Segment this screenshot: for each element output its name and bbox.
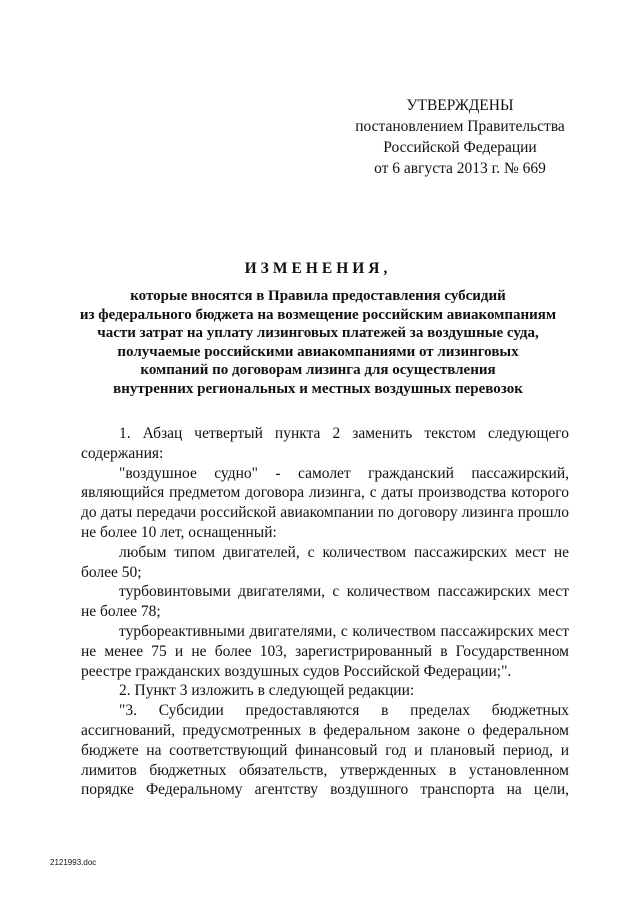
approval-block — [340, 95, 580, 179]
body-paragraph: 2. Пункт 3 изложить в следующей редакции: — [119, 682, 415, 700]
heading-subtitle-line: компаний по договорам лизинга для осуществления — [140, 362, 496, 378]
body-paragraph: "3. Субсидии предоставляются в пределах бюджетных ассигнований, предусмотренных в федеральном законе о федеральном бюджете на соответствующий финансовый год и плановый период, и лимитов бюджетных обязательств, утвержденных в установленном порядке Федеральному агентству воздушного транспорта на цели, — [81, 702, 569, 799]
heading-subtitle-line: получаемые российскими авиакомпаниями от лизинговых — [117, 343, 519, 360]
heading-subtitle-line: которые вносятся в Правила предоставления субсидий — [130, 288, 506, 304]
file-name-footer: 2121993.doc — [50, 858, 97, 867]
approval-line: постановлением Правительства — [355, 118, 565, 135]
document-body — [81, 424, 569, 800]
body-paragraph: "воздушное судно" - самолет гражданский пассажирский, являющийся предметом договора лизинга, с даты производства которого до даты передачи российской авиакомпании по договору лизинга прошло не более 10 лет, оснащенный: — [81, 464, 569, 541]
heading-title: ИЗМЕНЕНИЯ, — [244, 260, 392, 277]
approval-line: Российской Федерации — [383, 139, 537, 156]
body-paragraph: любым типом двигателей, с количеством пассажирских мест не более 50; — [81, 543, 569, 581]
body-paragraph: турбореактивными двигателями, с количеством пассажирских мест не менее 75 и не более 103, зарегистрированный в Государственном реестре гражданских воздушных судов Российской Федерации;". — [81, 622, 569, 680]
approval-title: УТВЕРЖДЕНЫ — [406, 97, 514, 114]
body-paragraph: турбовинтовыми двигателями, с количеством пассажирских мест не более 78; — [81, 583, 569, 621]
document-heading — [60, 258, 576, 398]
heading-subtitle-line: части затрат на уплату лизинговых платежей за воздушные суда, — [97, 325, 539, 341]
heading-subtitle-line: внутренних региональных и местных воздушных перевозок — [113, 380, 523, 397]
approval-date: от 6 августа 2013 г. № 669 — [374, 160, 546, 177]
heading-subtitle-line: из федерального бюджета на возмещение российским авиакомпаниям — [79, 306, 557, 323]
body-paragraph: 1. Абзац четвертый пункта 2 заменить текстом следующего содержания: — [81, 425, 569, 462]
